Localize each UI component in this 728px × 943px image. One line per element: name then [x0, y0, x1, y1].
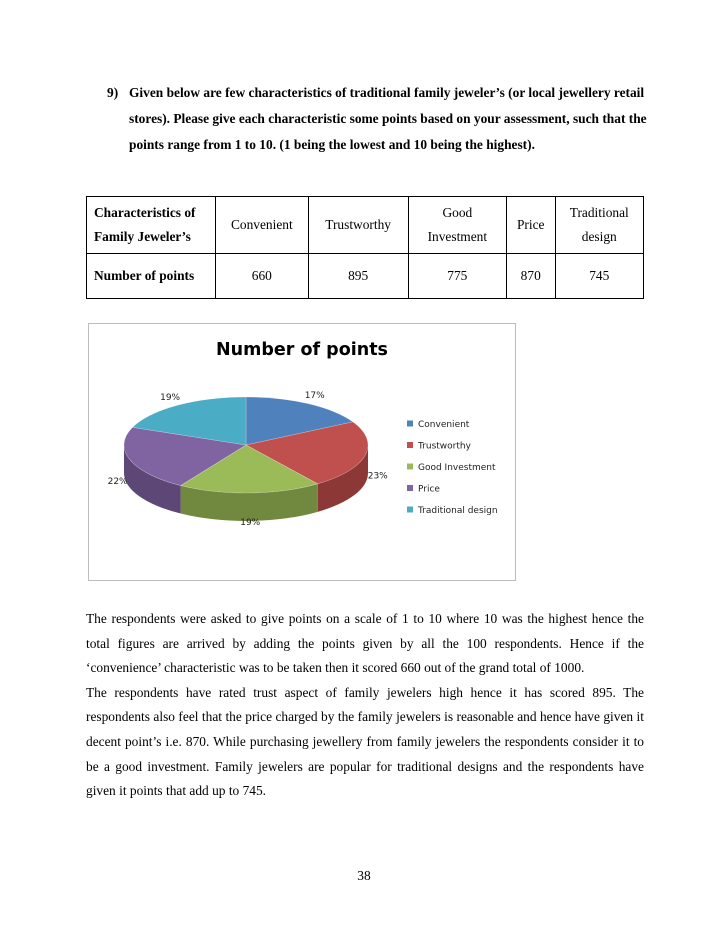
- table-cell: 870: [506, 254, 555, 299]
- pie-chart-container: [88, 323, 516, 581]
- pie-data-label: 19%: [240, 517, 261, 528]
- table-cell: 775: [408, 254, 506, 299]
- paragraph: The respondents have rated trust aspect of family jewelers high hence it has scored 895. The respondents also feel that the price charged by the family jewelers is reasonable and hence have given it decent point’s i.e. 870. While purchasing jewellery from family jewelers the respondents consider it to be a good investment. Family jewelers are popular for traditional designs and the respondents have given it points that add up to 745.: [86, 684, 644, 799]
- body-text: [86, 607, 644, 804]
- pie-chart: [89, 324, 515, 580]
- legend-entry: Trustworthy: [418, 441, 471, 452]
- table-cell: 895: [308, 254, 408, 299]
- table-row: [87, 254, 644, 299]
- pie-data-label: 23%: [367, 471, 388, 482]
- table-cell: 745: [555, 254, 643, 299]
- page-number: 38: [357, 868, 371, 883]
- question-number: 9): [107, 85, 119, 100]
- legend-swatch: [407, 507, 413, 513]
- question-text: Given below are few characteristics of traditional family jeweler’s (or local jewellery retail stores). Please give each characteristic some points based on your assessment, such that the points range from 1 to 10. (1 being the lowest and 10 being the highest).: [129, 85, 647, 152]
- table-header-label: Characteristics of Family Jeweler’s: [87, 197, 216, 254]
- table-row-label: Number of points: [87, 254, 216, 299]
- table-header-row: [87, 197, 644, 254]
- legend-swatch: [407, 485, 413, 491]
- table-column-header: Traditional design: [555, 197, 643, 254]
- legend-entry: Price: [418, 484, 440, 495]
- chart-title: Number of points: [216, 340, 388, 360]
- legend-entry: Good Investment: [418, 463, 496, 473]
- legend-entry: Convenient: [418, 420, 470, 430]
- table-column-header: Price: [506, 197, 555, 254]
- table-cell: 660: [216, 254, 308, 299]
- legend-entry: Traditional design: [418, 506, 498, 516]
- table-column-header: Convenient: [216, 197, 308, 254]
- pie-data-label: 17%: [304, 391, 325, 402]
- legend-swatch: [407, 464, 413, 470]
- characteristics-table: [86, 196, 644, 299]
- paragraph: The respondents were asked to give points on a scale of 1 to 10 where 10 was the highest hence the total figures are arrived by adding the points given by all the 100 respondents. Hence if the ‘convenience’ characteristic was to be taken then it scored 660 out of the grand total of 1000.: [86, 611, 644, 676]
- legend-swatch: [407, 442, 413, 448]
- table-column-header: Trustworthy: [308, 197, 408, 254]
- table-column-header: Good Investment: [408, 197, 506, 254]
- question-block: [107, 80, 667, 158]
- pie-data-label: 22%: [107, 477, 128, 488]
- pie-data-label: 19%: [160, 393, 181, 404]
- legend-swatch: [407, 421, 413, 427]
